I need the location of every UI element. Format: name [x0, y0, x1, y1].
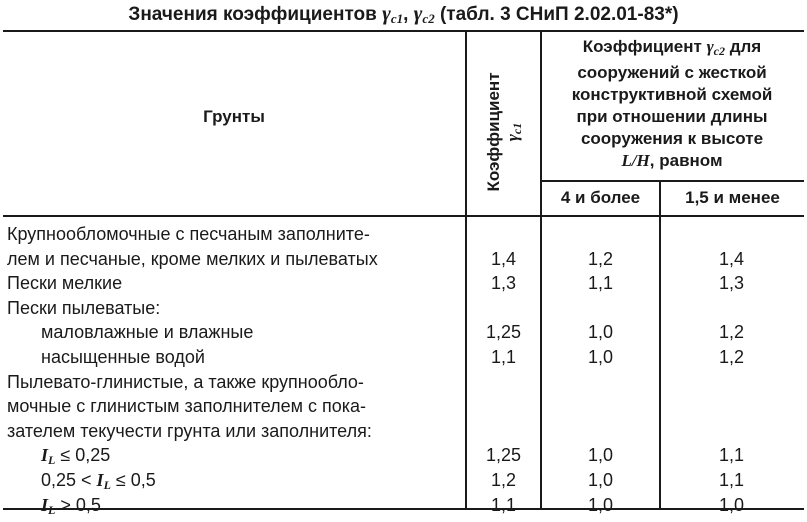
header-coef-gamma-c1: Коэффициент $\gamma_{c1}$: [484, 72, 524, 192]
coefficient-value: 1,1: [587, 273, 614, 294]
coefficient-value: 1,1: [718, 470, 745, 490]
soil-label: зателем текучести грунта или заполнителя:: [7, 420, 372, 441]
coefficient-value: 1,0: [587, 494, 614, 515]
soil-label: Пески пылеватые:: [7, 297, 161, 318]
coefficient-value: 1,3: [490, 273, 517, 294]
table-title: [0, 0, 807, 30]
coefficient-value: 1,2: [490, 470, 517, 490]
coefficient-value: 1,2: [718, 347, 745, 367]
liquidity-index-label: $I_L > 0,5$: [41, 494, 101, 517]
header-coef-gamma-c2: Коэффициент $\gamma_{c2}$ для сооружений с жесткой конструктивной схемой при отношении длины сооружения к высоте L/H, равном: [571, 37, 773, 170]
coefficient-value: 1,0: [587, 445, 614, 466]
soil-label: Крупнообломочные с песчаным заполните-: [7, 224, 370, 244]
coefficient-value: 1,0: [587, 347, 614, 367]
soil-label: маловлажные и влажные: [41, 322, 254, 343]
coefficient-value: 1,4: [718, 248, 745, 269]
header-soils: Грунты: [203, 107, 265, 126]
title-text: Значения коэффициентов: [128, 4, 383, 25]
coefficient-value: 1,1: [718, 445, 745, 466]
coefficient-value: 1,0: [587, 322, 614, 343]
soil-label: Пылевато-глинистые, а также крупнообло-: [7, 371, 364, 392]
liquidity-index-label: $0,25 < I_L \le 0,5$: [41, 470, 156, 492]
coefficient-value: 1,0: [587, 470, 614, 490]
soil-label: Пески мелкие: [7, 273, 123, 294]
liquidity-index-symbol: $I_L$: [41, 494, 56, 517]
header-bottom-border: [3, 215, 804, 217]
table-top-border: [3, 30, 804, 32]
title-comma: ,: [403, 4, 414, 25]
title-source: (табл. 3 СНиП 2.02.01-83*): [434, 4, 679, 25]
coefficient-value: 1,0: [718, 494, 745, 515]
liquidity-index-symbol: $I_L$: [41, 445, 56, 468]
soil-label: насыщенные водой: [41, 347, 205, 367]
liquidity-index-symbol: $I_L$: [96, 470, 111, 492]
gamma-symbol: $\gamma_{c2}$: [413, 1, 435, 26]
coefficient-value: 1,25: [485, 445, 522, 466]
soil-label: мочные с глинистым заполнителем с пока-: [7, 396, 367, 417]
coefficient-value: 1,1: [490, 347, 517, 367]
gamma-symbol: $\gamma_{c1}$: [382, 1, 404, 26]
coefficient-value: 1,2: [718, 322, 745, 343]
header-ratio-4-and-more: 4 и более: [560, 188, 641, 207]
header-ratio-1-5-and-less: 1,5 и менее: [685, 188, 780, 207]
coefficient-value: 1,25: [485, 322, 522, 343]
soil-label: лем и песчаные, кроме мелких и пылеватых: [7, 248, 378, 269]
coefficient-value: 1,1: [490, 494, 517, 515]
subheader-border: [540, 180, 804, 182]
liquidity-index-label: $I_L \le 0,25$: [41, 445, 111, 468]
coefficients-table: [3, 30, 804, 517]
coefficient-value: 1,2: [587, 248, 614, 269]
coefficient-value: 1,3: [718, 273, 745, 294]
coefficient-value: 1,4: [490, 248, 517, 269]
